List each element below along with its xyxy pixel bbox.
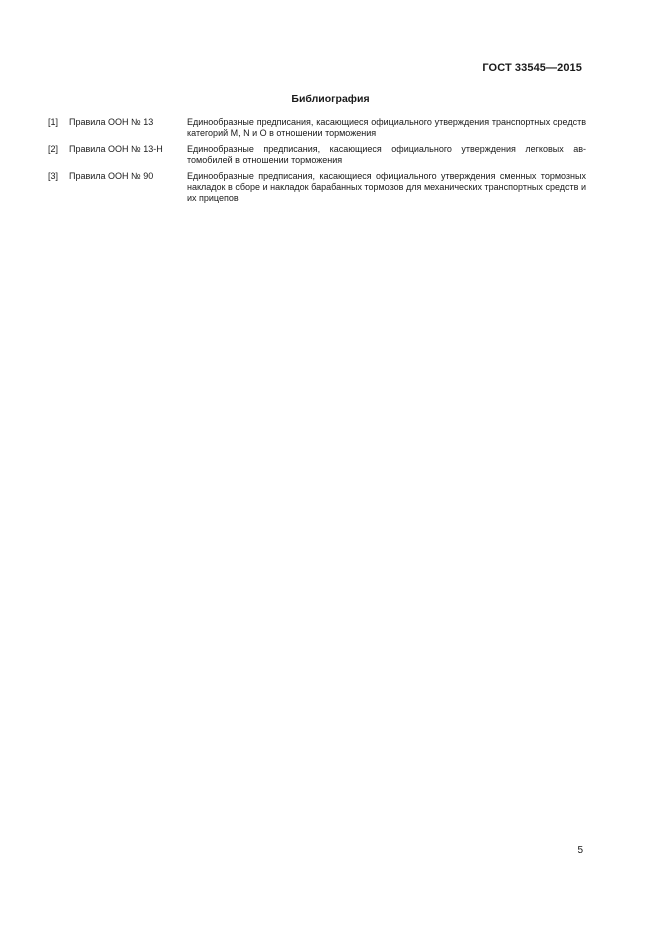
entry-title: Единообразные предписания, касающиеся официального утверждения сменных тормозных накладок в сборе и накладок барабанных тормозов для механических транспортных средств и их прицепов bbox=[187, 171, 586, 203]
entry-source: Правила ООН № 13-Н bbox=[69, 144, 163, 154]
entry-title: Единообразные предписания, касающиеся официального утверждения транспортных средств категорий M, N и O в отношении торможения bbox=[187, 117, 586, 138]
entry-source: Правила ООН № 13 bbox=[69, 117, 154, 127]
bibliography-entry bbox=[48, 171, 586, 204]
entry-number: [1] bbox=[48, 117, 59, 127]
page-number: 5 bbox=[577, 845, 583, 856]
bibliography-entry bbox=[48, 117, 586, 139]
entry-number: [2] bbox=[48, 144, 59, 154]
bibliography-list bbox=[48, 117, 586, 209]
entry-number: [3] bbox=[48, 171, 59, 181]
bibliography-title: Библиография bbox=[291, 93, 370, 105]
entry-source: Правила ООН № 90 bbox=[69, 171, 154, 181]
entry-title: Единообразные предписания, касающиеся официального утверждения легковых автомобилей в отношении торможения bbox=[187, 144, 586, 165]
bibliography-entry bbox=[48, 144, 586, 166]
document-code: ГОСТ 33545—2015 bbox=[482, 62, 582, 74]
